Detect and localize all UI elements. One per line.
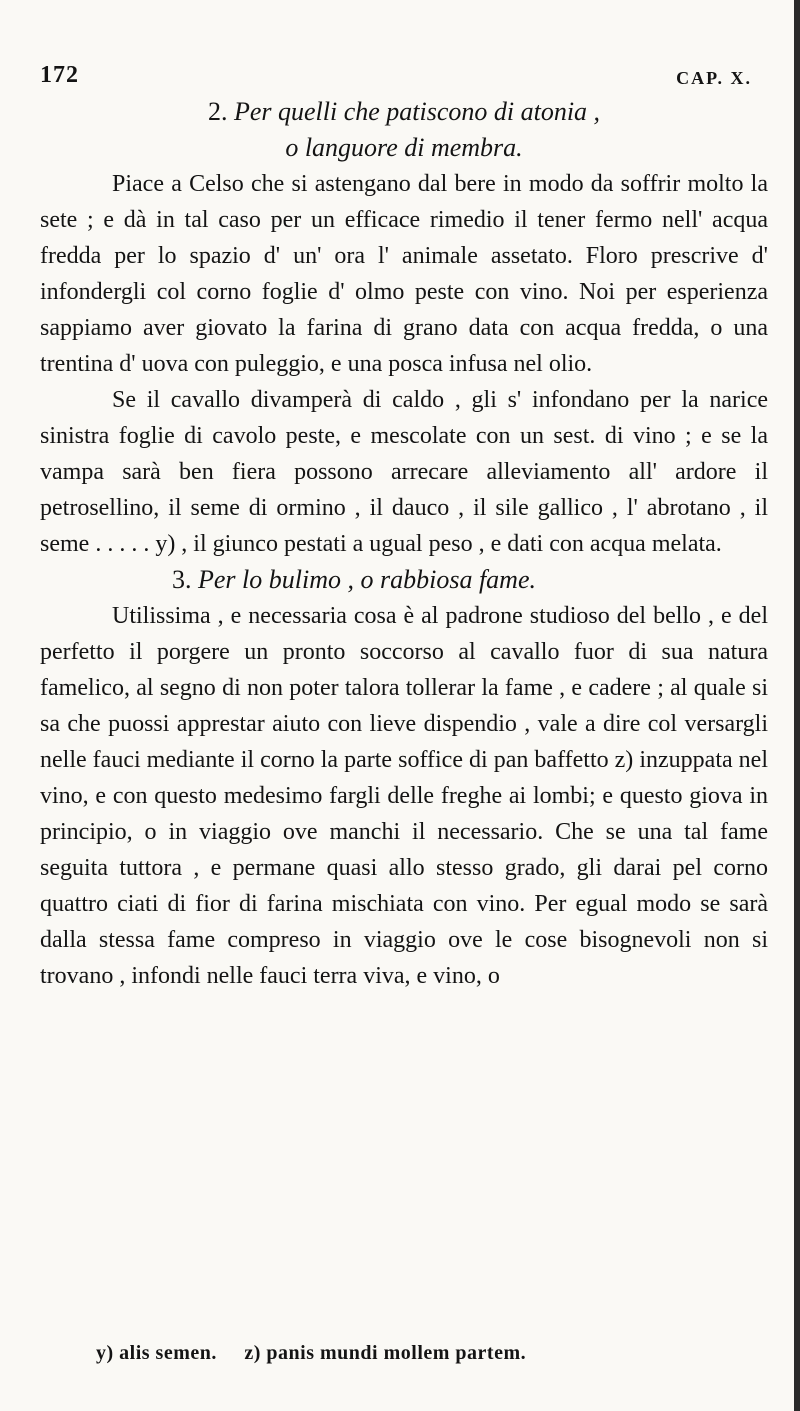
paragraph-caldo: Se il cavallo divamperà di caldo , gli s' infondano per la narice sinistra foglie di cavolo peste, e mescolate con un sest. di vino ; e se la vampa sarà ben fiera possono arrecare alleviamento all' ardore il petrosellino, il seme di ormino , il dauco , il sile gallico , l' abrotano , il seme . . . . . y) , il giunco pestati a ugual peso , e dati con acqua melata. xyxy=(40,387,768,557)
section-3-heading xyxy=(40,562,768,598)
footnotes xyxy=(96,1342,526,1365)
paragraph-bulimo: Utilissima , e necessaria cosa è al padrone studioso del bello , e del perfetto il porgere un pronto soccorso al cavallo fuor di sua natura famelico, al segno di non poter talora tollerar la fame , e cadere ; al quale si sa che puossi apprestar aiuto con lieve dispendio , vale a dire col versargli nelle fauci mediante il corno la parte soffice di pan baffetto z) inzuppata nel vino, e con questo medesimo fargli delle freghe ai lombi; e questo giova in principio, o in viaggio ove manchi il necessario. Che se una tal fame seguita tuttora , e permane quasi allo stesso grado, gli darai pel corno quattro ciati di fior di farina mischiata con vino. Per egual modo se sarà dalla stessa fame compreso in viaggio ove le cose bisognevoli non si trovano , infondi nelle fauci terra viva, e vino, o xyxy=(40,603,768,989)
page-edge-shadow xyxy=(794,0,800,1411)
page-number: 172 xyxy=(40,62,79,88)
footnote-y: y) alis semen. xyxy=(96,1342,217,1364)
page-body xyxy=(40,94,768,994)
paragraph-celso: Piace a Celso che si astengano dal bere in modo da soffrir molto la sete ; e dà in tal caso per un efficace rimedio il tener fermo nell' acqua fredda per lo spazio d' un' ora l' animale assetato. Floro prescrive d' infondergli col corno foglie d' olmo peste con vino. Noi per esperienza sappiamo aver giovato la farina di grano data con acqua fredda, o una trentina d' uova con puleggio, e una posca infusa nel olio. xyxy=(40,171,768,377)
section-3-number: 3. xyxy=(172,565,192,594)
section-2-title-line2: o languore di membra. xyxy=(285,133,523,162)
section-2-heading xyxy=(40,94,768,130)
section-2-title-line1: Per quelli che patiscono di atonia , xyxy=(233,97,601,126)
page-header xyxy=(40,62,770,96)
footnote-z: z) panis mundi mollem partem. xyxy=(244,1342,527,1364)
section-2-number: 2. xyxy=(207,97,228,126)
running-head: CAP. X. xyxy=(676,68,752,88)
section-3-title: Per lo bulimo , o rabbiosa fame. xyxy=(198,565,536,594)
